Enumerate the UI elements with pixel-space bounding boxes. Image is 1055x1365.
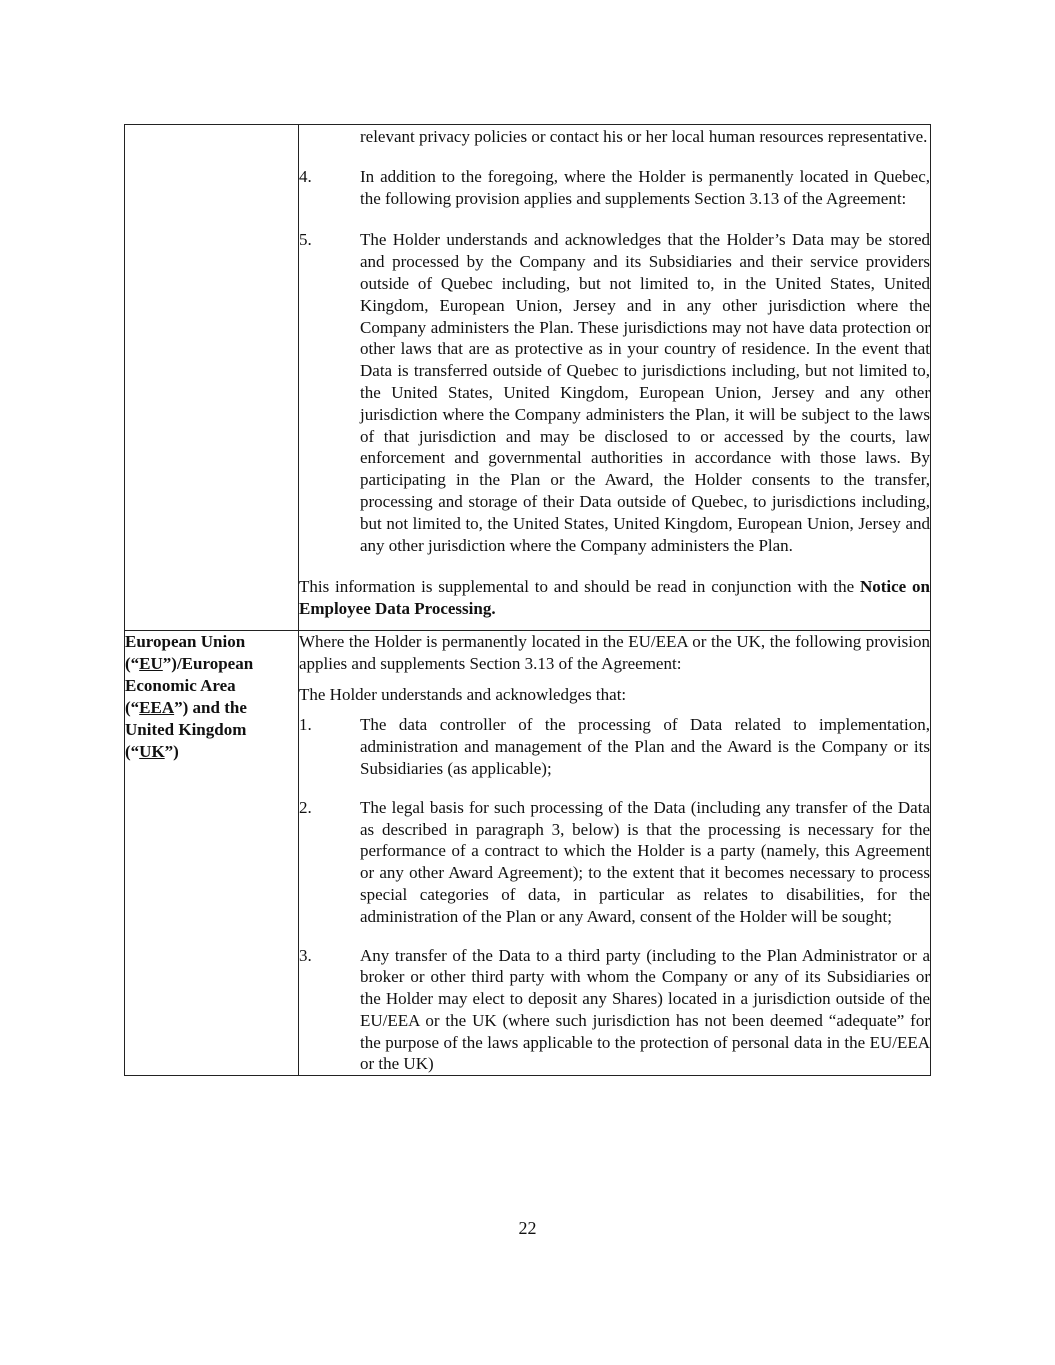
label-eea: EEA — [139, 697, 175, 717]
list-item — [299, 714, 930, 779]
document-table — [124, 124, 931, 1076]
table-row-eu-eea-uk — [125, 630, 931, 1075]
supplemental-paragraph — [299, 576, 930, 620]
label-text: ”) and the United Kingdom (“ — [125, 697, 247, 761]
list-item-number: 2. — [299, 797, 312, 817]
list-item — [299, 797, 930, 928]
list-item — [299, 945, 930, 1076]
jurisdiction-cell-empty — [125, 125, 299, 631]
label-text: ”)/European Economic Area (“ — [125, 653, 254, 717]
provision-cell — [299, 630, 931, 1075]
label-text: ”) — [164, 741, 179, 761]
label-eu: EU — [139, 653, 163, 673]
list-item-number: 5. — [299, 230, 312, 250]
provision-cell — [299, 125, 931, 631]
page-number: 22 — [518, 1218, 537, 1238]
list-item — [299, 229, 930, 556]
supplemental-text: This information is supplemental to and should be read in conjunction with the — [299, 577, 860, 597]
list-item-text: The data controller of the processing of Data related to implementation, administration and management of the Plan and the Award is the Company or its Subsidiaries (as applicable); — [360, 715, 930, 778]
intro-paragraph: Where the Holder is permanently located in the EU/EEA or the UK, the following provision applies and supplements Section 3.13 of the Agreement: — [299, 631, 930, 673]
list-item-number: 4. — [299, 166, 312, 186]
list-item — [299, 166, 930, 210]
table-row-quebec — [125, 125, 931, 631]
list-item-text: The Holder understands and acknowledges that the Holder’s Data may be stored and processed by the Company and its Subsidiaries and their service providers outside of Quebec including, but not limited to, in the United States, United Kingdom, European Union, Jersey and in any other jurisdiction where the Company administers the Plan. These jurisdictions may not have data protection or other laws that are as protective as in your country of residence. In the event that Data is transferred outside of Quebec to jurisdictions including, but not limited to, the United States, United Kingdom, European Union, Jersey and any other jurisdiction where the Company administers the Plan, it will be subject to the laws of that jurisdiction and may be disclosed to or accessed by the courts, law enforcement and governmental authorities in accordance with those laws. By participating in the Plan or the Award, the Holder consents to the transfer, processing and storage of their Data outside of Quebec, to jurisdictions including, but not limited to, the United States, United Kingdom, European Union, Jersey and any other jurisdiction where the Company administers the Plan. — [360, 230, 930, 555]
jurisdiction-label — [125, 631, 298, 763]
list-item-text: In addition to the foregoing, where the Holder is permanently located in Quebec, the following provision applies and supplements Section 3.13 of the Agreement: — [360, 166, 930, 208]
list-item-number: 3. — [299, 945, 312, 965]
label-text: European Union (“ — [125, 631, 246, 673]
continuation-paragraph: relevant privacy policies or contact his or her local human resources representative. — [360, 127, 928, 146]
list-item-text: The legal basis for such processing of the Data (including any transfer of the Data as described in paragraph 3, below) is that the processing is necessary for the performance of a contract to which the Holder is a party (namely, this Agreement or any other Award Agreement); to the extent that it becomes necessary to process special categories of data, in particular as relates to disabilities, for the administration of the Plan or any Award, consent of the Holder will be sought; — [360, 797, 930, 926]
label-uk: UK — [139, 741, 165, 761]
list-item-number: 1. — [299, 715, 312, 735]
lead-paragraph: The Holder understands and acknowledges that: — [299, 684, 627, 704]
notice-title: Notice on Employee Data Processing. — [299, 577, 930, 619]
list-item-text: Any transfer of the Data to a third party (including to the Plan Administrator or a broker or other third party with whom the Company or any of its Subsidiaries or the Holder may elect to deposit any Shares) located in a jurisdiction outside of the EU/EEA or the UK (where such jurisdiction has not been deemed “adequate” for the purpose of the laws applicable to the protection of personal data in the EU/EEA or the UK) — [360, 945, 930, 1074]
jurisdiction-cell — [125, 630, 299, 1075]
